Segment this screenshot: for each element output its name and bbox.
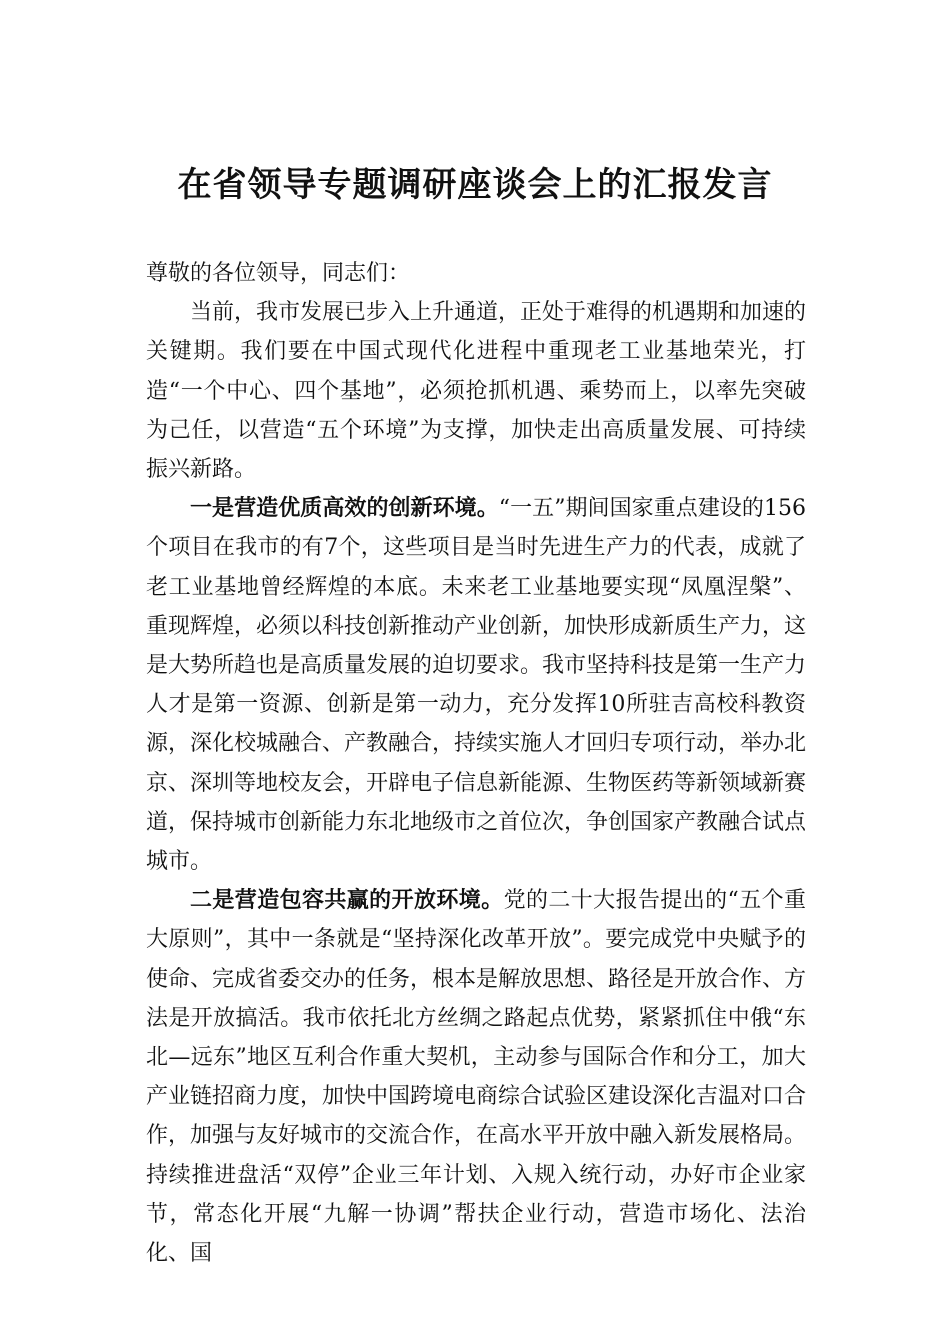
paragraph-intro (146, 293, 806, 489)
salutation: 尊敬的各位领导，同志们： (146, 261, 411, 286)
paragraph-text: 党的二十大报告提出的“五个重大原则”，其中一条就是“坚持深化改革开放”。要完成党中央赋予的使命、完成省委交办的任务，根本是解放思想、路径是开放合作、方法是开放搞活。我市依托北方丝绸之路起点优势，紧紧抓住中俄“东北—远东”地区互利合作重大契机，主动参与国际合作和分工，加大产业链招商力度，加快中国跨境电商综合试验区建设深化吉温对口合作，加强与友好城市的交流合作，在高水平开放中融入新发展格局。持续推进盘活“双停”企业三年计划、入规入统行动，办好市企业家节，常态化开展“九解一协调”帮扶企业行动，营造市场化、法治化、国 (146, 888, 807, 1267)
paragraph-lead: 二是营造包容共赢的开放环境。 (190, 887, 504, 914)
paragraph-lead: 一是营造优质高效的创新环境。 (190, 495, 499, 522)
document-title: 在省领导专题调研座谈会上的汇报发言 (177, 165, 773, 205)
document-body (146, 254, 806, 1273)
paragraph-innovation (146, 489, 806, 881)
paragraph-text: 当前，我市发展已步入上升通道，正处于难得的机遇期和加速的关键期。我们要在中国式现代化进程中重现老工业基地荣光，打造“一个中心、四个基地”，必须抢抓机遇、乘势而上，以率先突破为己任，以营造“五个环境”为支撑，加快走出高质量发展、可持续振兴新路。 (146, 300, 807, 483)
paragraph-openness (146, 881, 806, 1273)
paragraph-text: “一五”期间国家重点建设的156个项目在我市的有7个，这些项目是当时先进生产力的代表，成就了老工业基地曾经辉煌的本底。未来老工业基地要实现“凤凰涅槃”、重现辉煌，必须以科技创新推动产业创新，加快形成新质生产力，这是大势所趋也是高质量发展的迫切要求。我市坚持科技是第一生产力人才是第一资源、创新是第一动力，充分发挥10所驻吉高校科教资源，深化校城融合、产教融合，持续实施人才回归专项行动，举办北京、深圳等地校友会，开辟电子信息新能源、生物医药等新领域新赛道，保持城市创新能力东北地级市之首位次，争创国家产教融合试点城市。 (146, 496, 807, 875)
